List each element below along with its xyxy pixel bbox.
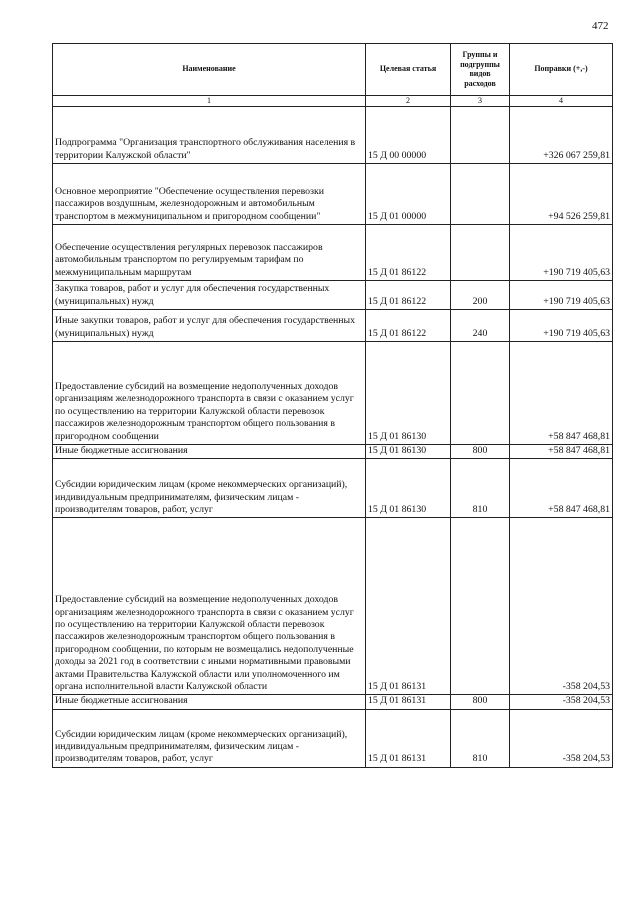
row-amount: +58 847 468,81 xyxy=(510,445,613,459)
row-name: Основное мероприятие "Обеспечение осуществления перевозки пассажиров воздушным, железнодорожным и автомобильным транспортом в межмуниципальном и пригородном сообщении" xyxy=(53,164,366,225)
row-expense-group: 800 xyxy=(451,695,510,709)
row-expense-group: 200 xyxy=(451,281,510,310)
table-row xyxy=(53,709,613,767)
row-expense-group xyxy=(451,518,510,695)
column-number: 2 xyxy=(366,96,451,107)
column-number: 4 xyxy=(510,96,613,107)
row-name: Предоставление субсидий на возмещение недополученных доходов организациям железнодорожного транспорта в связи с оказанием услуг по осуществлению на территории Калужской области перевозок пассажиров железнодорожным транспортом общего пользования в пригородном сообщении, по которым не возмещались недополученные доходы за 2021 год в соответствии с иными нормативными правовыми актами Правительства Калужской области или уполномоченного им органа исполнительной власти Калужской области xyxy=(53,518,366,695)
row-target-article: 15 Д 01 86122 xyxy=(366,281,451,310)
row-amount: +190 719 405,63 xyxy=(510,310,613,342)
row-expense-group: 810 xyxy=(451,459,510,518)
row-name: Иные бюджетные ассигнования xyxy=(53,445,366,459)
table-row xyxy=(53,164,613,225)
column-number-row xyxy=(53,96,613,107)
row-amount: -358 204,53 xyxy=(510,709,613,767)
row-name: Иные закупки товаров, работ и услуг для обеспечения государственных (муниципальных) нужд xyxy=(53,310,366,342)
column-header-name: Наименование xyxy=(53,44,366,96)
page-number: 472 xyxy=(592,20,609,32)
row-expense-group xyxy=(451,164,510,225)
row-target-article: 15 Д 01 86131 xyxy=(366,518,451,695)
column-header-target-article: Целевая статья xyxy=(366,44,451,96)
row-amount: +58 847 468,81 xyxy=(510,342,613,445)
row-target-article: 15 Д 01 86131 xyxy=(366,709,451,767)
row-amount: +190 719 405,63 xyxy=(510,281,613,310)
row-target-article: 15 Д 01 86122 xyxy=(366,225,451,281)
row-target-article: 15 Д 01 86122 xyxy=(366,310,451,342)
row-amount: +94 526 259,81 xyxy=(510,164,613,225)
header-row xyxy=(53,44,613,96)
row-expense-group xyxy=(451,107,510,164)
row-name: Предоставление субсидий на возмещение недополученных доходов организациям железнодорожного транспорта в связи с оказанием услуг по осуществлению на территории Калужской области перевозок пассажиров железнодорожным транспортом общего пользования в пригородном сообщении xyxy=(53,342,366,445)
column-number: 3 xyxy=(451,96,510,107)
column-header-expense-groups: Группы и подгруппы видов расходов xyxy=(451,44,510,96)
row-amount: +190 719 405,63 xyxy=(510,225,613,281)
table-row xyxy=(53,459,613,518)
table-row xyxy=(53,445,613,459)
column-header-amendments: Поправки (+,-) xyxy=(510,44,613,96)
row-target-article: 15 Д 01 86130 xyxy=(366,445,451,459)
row-expense-group xyxy=(451,342,510,445)
column-number: 1 xyxy=(53,96,366,107)
row-name: Иные бюджетные ассигнования xyxy=(53,695,366,709)
row-target-article: 15 Д 01 86130 xyxy=(366,342,451,445)
table-row xyxy=(53,107,613,164)
row-target-article: 15 Д 01 86130 xyxy=(366,459,451,518)
row-amount: -358 204,53 xyxy=(510,518,613,695)
row-amount: +326 067 259,81 xyxy=(510,107,613,164)
row-expense-group: 810 xyxy=(451,709,510,767)
table-row xyxy=(53,518,613,695)
row-name: Обеспечение осуществления регулярных перевозок пассажиров автомобильным транспортом по регулируемым тарифам по межмуниципальным маршрутам xyxy=(53,225,366,281)
row-amount: -358 204,53 xyxy=(510,695,613,709)
table-row xyxy=(53,281,613,310)
row-expense-group xyxy=(451,225,510,281)
row-name: Субсидии юридическим лицам (кроме некоммерческих организаций), индивидуальным предпринимателям, физическим лицам - производителям товаров, работ, услуг xyxy=(53,459,366,518)
row-name: Закупка товаров, работ и услуг для обеспечения государственных (муниципальных) нужд xyxy=(53,281,366,310)
row-target-article: 15 Д 01 00000 xyxy=(366,164,451,225)
table-row xyxy=(53,342,613,445)
budget-amendments-table xyxy=(52,43,613,768)
table-row xyxy=(53,310,613,342)
row-expense-group: 240 xyxy=(451,310,510,342)
row-target-article: 15 Д 00 00000 xyxy=(366,107,451,164)
row-expense-group: 800 xyxy=(451,445,510,459)
table-row xyxy=(53,225,613,281)
row-name: Субсидии юридическим лицам (кроме некоммерческих организаций), индивидуальным предпринимателям, физическим лицам - производителям товаров, работ, услуг xyxy=(53,709,366,767)
row-target-article: 15 Д 01 86131 xyxy=(366,695,451,709)
row-amount: +58 847 468,81 xyxy=(510,459,613,518)
row-name: Подпрограмма "Организация транспортного обслуживания населения в территории Калужской области" xyxy=(53,107,366,164)
table-row xyxy=(53,695,613,709)
